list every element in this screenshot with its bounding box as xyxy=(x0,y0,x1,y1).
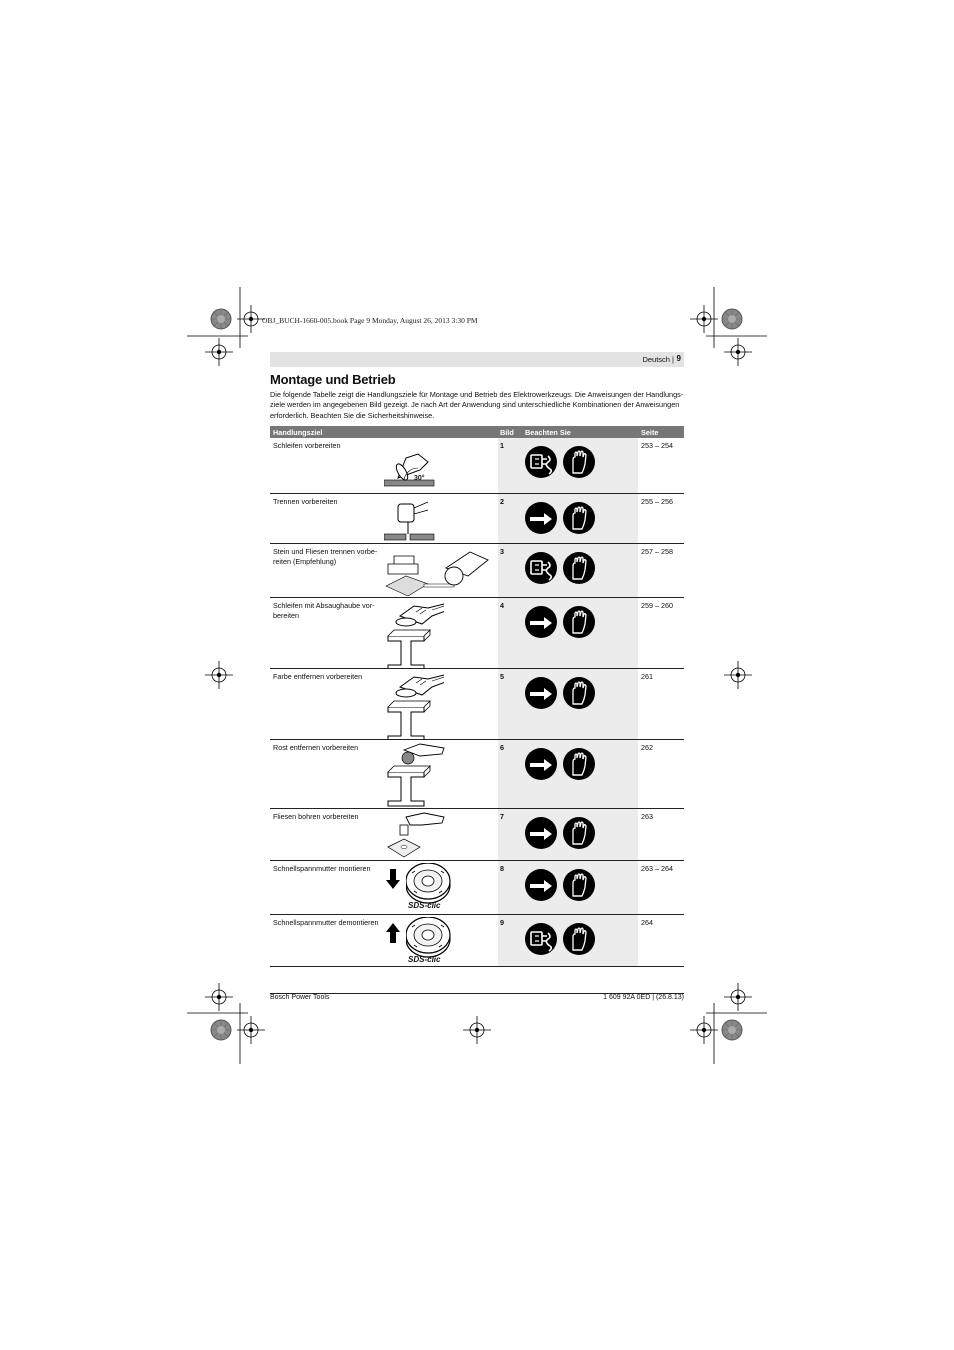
print-line: OBJ_BUCH-1660-005.book Page 9 Monday, August 26, 2013 3:30 PM xyxy=(262,316,478,325)
unplug-icon xyxy=(525,869,557,901)
col-beachten: Beachten Sie xyxy=(525,428,571,437)
unplug-icon xyxy=(525,446,557,478)
glove-icon xyxy=(563,748,595,780)
col-seite: Seite xyxy=(641,428,659,437)
quick-nut-illustration xyxy=(406,917,454,959)
col-goal: Handlungsziel xyxy=(273,428,323,437)
table-row: Stein und Fliesen trennen vorbe-reiten (Empfehlung) 3 257 – 258 xyxy=(270,544,684,598)
col-bild: Bild xyxy=(500,428,514,437)
unplug-icon xyxy=(525,817,557,849)
instruction-table xyxy=(270,426,684,967)
table-row: Fliesen bohren vorbereiten 7 263 xyxy=(270,809,684,861)
stone-tile-illustration xyxy=(384,546,494,596)
glove-icon xyxy=(563,446,595,478)
sds-clic-logo: SDS-clic xyxy=(408,901,441,910)
unplug-icon xyxy=(525,502,557,534)
rust-removal-illustration xyxy=(384,742,448,808)
sds-clic-logo: SDS-clic xyxy=(408,955,441,964)
dust-hood-illustration xyxy=(384,600,444,668)
running-header xyxy=(270,352,684,367)
grinder-illustration xyxy=(384,446,436,492)
table-row: Schleifen mit Absaughaube vor-bereiten 4 259 – 260 xyxy=(270,598,684,669)
paint-removal-illustration xyxy=(384,671,444,739)
cutting-illustration xyxy=(384,498,436,542)
glove-icon xyxy=(563,502,595,534)
table-row: Trennen vorbereiten 2 255 – 256 xyxy=(270,494,684,544)
unplug-icon xyxy=(525,552,557,584)
arrow-down-icon xyxy=(386,869,400,889)
table-header xyxy=(270,426,684,438)
footer-left: Bosch Power Tools xyxy=(270,994,330,1001)
tile-drilling-illustration xyxy=(384,811,448,859)
table-row: Schleifen vorbereiten 1 253 – 254 30° xyxy=(270,438,684,494)
header-section: Deutsch | xyxy=(642,355,674,364)
glove-icon xyxy=(563,923,595,955)
intro-text: Die folgende Tabelle zeigt die Handlungsziele für Montage und Betrieb des Elektrowerkzeugs. Die Anweisungen der Handlungs- ziele werden im angegebenen Bild gezeigt. Je nach Art der Anwendung sind unterschiedliche Kombinationen der Anweisungen erforderlich. Beachten Sie die Sicherheitshinweise. xyxy=(270,390,684,420)
unplug-icon xyxy=(525,606,557,638)
glove-icon xyxy=(563,817,595,849)
table-row: Farbe entfernen vorbereiten 5 261 xyxy=(270,669,684,740)
glove-icon xyxy=(563,677,595,709)
unplug-icon xyxy=(525,677,557,709)
table-row: Rost entfernen vorbereiten 6 262 xyxy=(270,740,684,809)
section-title: Montage und Betrieb xyxy=(270,372,396,387)
angle-label: 30° xyxy=(414,475,425,482)
arrow-up-icon xyxy=(386,923,400,943)
glove-icon xyxy=(563,552,595,584)
table-row: Schnellspannmutter demontieren 9 264 SDS-clic xyxy=(270,915,684,967)
footer-right: 1 609 92A 0ED | (26.8.13) xyxy=(603,994,684,1001)
quick-nut-illustration xyxy=(406,863,454,905)
unplug-icon xyxy=(525,923,557,955)
table-row: Schnellspannmutter montieren 8 263 – 264 SDS-clic xyxy=(270,861,684,915)
glove-icon xyxy=(563,606,595,638)
page-number: 9 xyxy=(676,354,681,363)
glove-icon xyxy=(563,869,595,901)
unplug-icon xyxy=(525,748,557,780)
